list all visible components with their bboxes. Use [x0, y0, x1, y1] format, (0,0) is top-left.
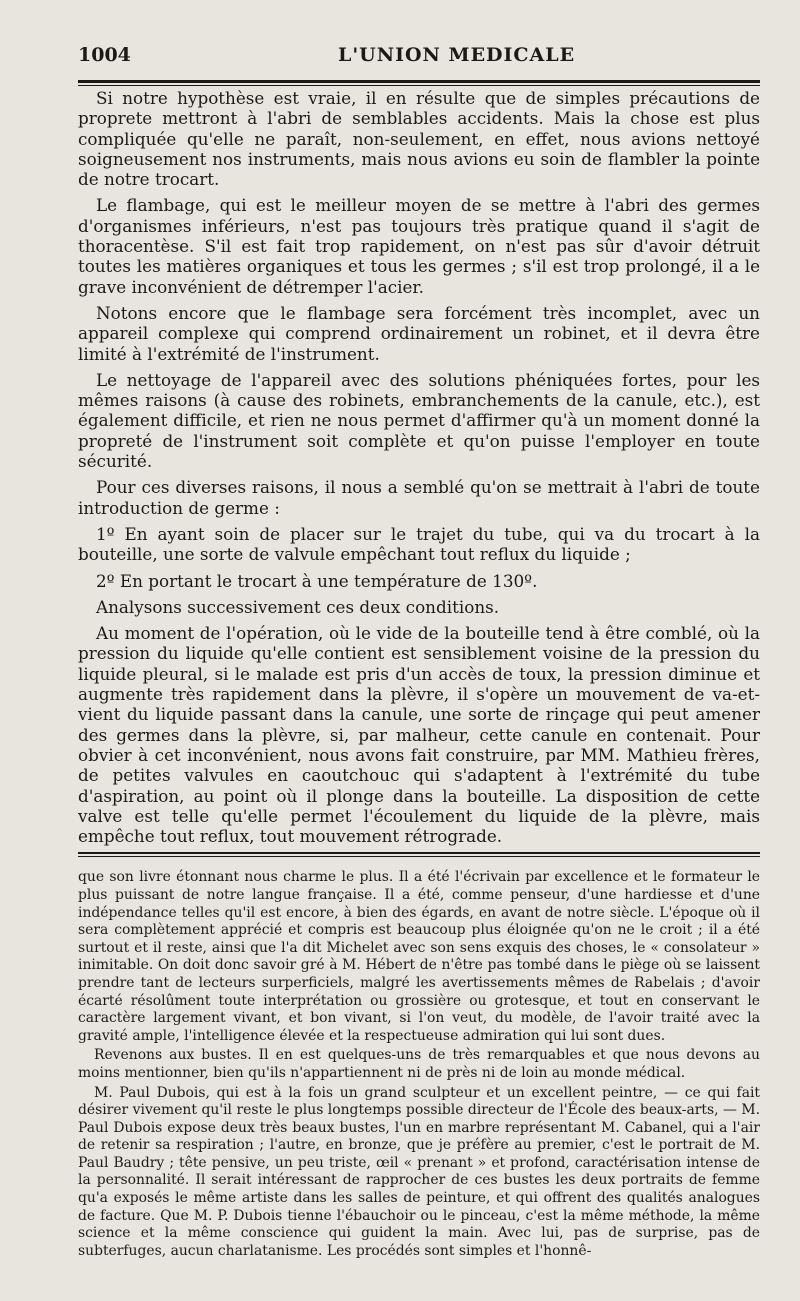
feuilleton-paragraph: que son livre étonnant nous charme le plus. Il a été l'écrivain par excellence et le formateur le plus puissant de notre langue française. Il a été, comme penseur, d'une hardiesse et d'une indépendance telles qu'il est encore, à bien des égards, en avant de notre siècle. L'époque où il sera complètement apprécié et compris est beaucoup plus éloignée qu'on ne le croit ; il a été surtout et il reste, ainsi que l'a dit Michelet avec son sens exquis des choses, le « consolateur » inimitable. On doit donc savoir gré à M. Hébert de n'être pas tombé dans le piège où se laissent prendre tant de lecteurs surperficiels, malgré les avertissements mêmes de Rabelais ; d'avoir écarté résolûment toute interprétation ou grossière ou grotesque, et tout en conservant le caractère largement vivant, et bon vivant, si l'on veut, du modèle, de l'avoir traité avec la gravité ample, l'intelligence élevée et la respectueuse admiration qui lui sont dues.	[78, 869, 760, 1044]
main-paragraph: Notons encore que le flambage sera forcément très incomplet, avec un appareil complexe qui comprend ordinairement un robinet, et il devra être limité à l'extrémité de l'instrument.	[78, 302, 760, 364]
main-paragraph: 2º En portant le trocart à une température de 130º.	[96, 570, 538, 591]
main-paragraph: Le nettoyage de l'appareil avec des solutions phéniquées fortes, pour les mêmes raisons (à cause des robinets, embranchements de la canule, etc.), est également difficile, et rien ne nous permet d'affirmer qu'à un moment donné la propreté de l'instrument soit complète et qu'on puisse l'employer en toute sécurité.	[78, 369, 760, 472]
main-paragraph: Si notre hypothèse est vraie, il en résulte que de simples précautions de proprete mettront à l'abri de semblables accidents. Mais la chose est plus compliquée qu'elle ne paraît, non-seulement, en effet, nous avions nettoyé soigneusement nos instruments, mais nous avions eu soin de flambler la pointe de notre trocart.	[78, 88, 760, 190]
page-number: 1004	[78, 44, 131, 66]
feuilleton-paragraph: Revenons aux bustes. Il en est quelques-uns de très remarquables et que nous devons au moins mentionner, bien qu'ils n'appartiennent ni de près ni de loin au monde médical.	[78, 1047, 760, 1081]
main-paragraph: Pour ces diverses raisons, il nous a semblé qu'on se mettrait à l'abri de toute introduction de germe :	[78, 477, 760, 518]
header-rule-thin	[78, 85, 760, 86]
running-title: L'UNION MEDICALE	[338, 44, 576, 66]
main-article	[78, 88, 760, 846]
page-header	[78, 44, 760, 72]
feuilleton-separator	[78, 852, 760, 857]
feuilleton-paragraph: M. Paul Dubois, qui est à la fois un grand sculpteur et un excellent peintre, — ce qui fait désirer vivement qu'il reste le plus longtemps possible directeur de l'École des beaux-arts, — M. Paul Dubois expose deux très beaux bustes, l'un en marbre représentant M. Cabanel, qui a l'air de retenir sa respiration ; l'autre, en bronze, que je préfère au premier, c'est le portrait de M. Paul Baudry ; tête pensive, un peu triste, œil « prenant » et profond, caractérisation intense de la personnalité. Il serait intéressant de rapprocher de ces bustes les deux portraits de femme qu'a exposés le même artiste dans les salles de peinture, et qui offrent des qualités analogues de facture. Que M. P. Dubois tienne l'ébauchoir ou le pinceau, c'est la même méthode, la même science et la même conscience qui guident la main. Avec lui, pas de surprise, pas de subterfuges, aucun charlatanisme. Les procédés sont simples et l'honnê-	[78, 1084, 760, 1259]
main-paragraph: Le flambage, qui est le meilleur moyen de se mettre à l'abri des germes d'organismes inférieurs, n'est pas toujours très pratique quand il s'agit de thoracentèse. S'il est fait trop rapidement, on n'est pas sûr d'avoir détruit toutes les matières organiques et tous les germes ; s'il est trop prolongé, il a le grave inconvénient de détremper l'acier.	[78, 195, 760, 297]
feuilleton	[78, 869, 760, 1260]
main-paragraph: Au moment de l'opération, où le vide de la bouteille tend à être comblé, où la pression du liquide qu'elle contient est sensiblement voisine de la pression du liquide pleural, si le malade est pris d'un accès de toux, la pression diminue et augmente très rapidement dans la plèvre, il s'opère un mouvement de va-et-vient du liquide passant dans la canule, une sorte de rinçage qui peut amener des germes dans la plèvre, si, par malheur, cette canule en contenait. Pour obvier à cet inconvénient, nous avons fait construire, par MM. Mathieu frères, de petites valvules en caoutchouc qui s'adaptent à l'extrémité du tube d'aspiration, au point où il plonge dans la bouteille. La disposition de cette valve est telle qu'elle permet l'écoulement du liquide de la plèvre, mais empêche tout reflux, tout mouvement rétrograde.	[78, 623, 760, 847]
main-paragraph: Analysons successivement ces deux conditions.	[96, 596, 500, 617]
header-rule	[78, 80, 760, 83]
main-paragraph: 1º En ayant soin de placer sur le trajet du tube, qui va du trocart à la bouteille, une sorte de valvule empêchant tout reflux du liquide ;	[78, 523, 760, 565]
